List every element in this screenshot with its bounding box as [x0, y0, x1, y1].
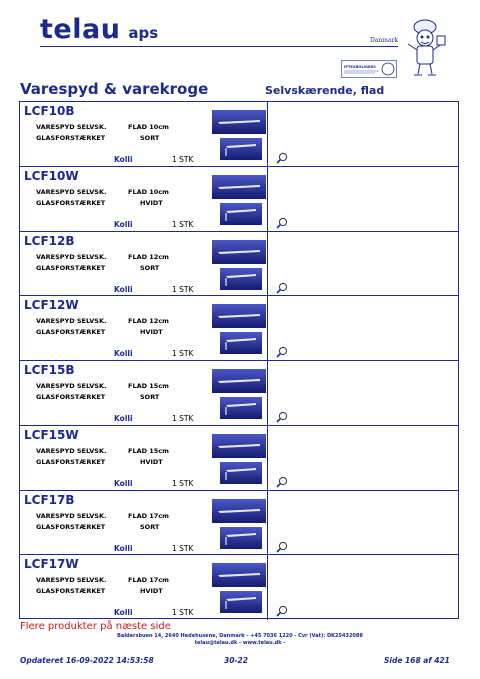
product-size: FLAD 10cm — [128, 123, 169, 131]
product-code: LCF15W — [24, 427, 79, 442]
product-size: FLAD 17cm — [128, 576, 169, 585]
brand-name: telau — [40, 14, 121, 45]
kolli-label: Kolli — [114, 478, 133, 488]
kolli-quantity: 1 STK — [172, 284, 194, 294]
product-desc-line1: VARESPYD SELVSK. — [36, 187, 107, 196]
product-desc-line1: VARESPYD SELVSK. — [36, 252, 107, 261]
product-desc-line1: VARESPYD SELVSK. — [36, 123, 107, 131]
column-divider — [267, 102, 268, 166]
kolli-label: Kolli — [114, 543, 133, 553]
product-image[interactable] — [212, 434, 266, 486]
product-code: LCF10W — [24, 168, 79, 183]
product-row — [20, 102, 458, 167]
product-color: HVIDT — [140, 198, 163, 207]
column-divider — [267, 361, 268, 425]
magnifier-icon[interactable] — [276, 346, 288, 358]
kolli-quantity: 1 STK — [172, 414, 194, 423]
kolli-label: Kolli — [114, 284, 133, 294]
kolli-quantity: 1 STK — [172, 155, 194, 164]
magnifier-icon[interactable] — [276, 605, 288, 617]
product-size: FLAD 15cm — [128, 382, 169, 390]
section-number: 30-22 — [224, 656, 248, 665]
product-size: FLAD 10cm — [128, 187, 169, 196]
page-number: Side 168 af 421 — [384, 656, 450, 665]
product-desc-line1: VARESPYD SELVSK. — [36, 576, 107, 585]
product-color: SORT — [140, 134, 160, 142]
industry-badge-logo — [341, 60, 397, 78]
kolli-label: Kolli — [114, 219, 133, 229]
product-size: FLAD 12cm — [128, 252, 169, 261]
magnifier-icon[interactable] — [276, 217, 288, 229]
company-contact: telau@telau.dk - www.telau.dk - — [194, 640, 286, 646]
column-divider — [267, 426, 268, 490]
kolli-quantity: 1 STK — [172, 349, 194, 359]
product-row — [20, 555, 458, 620]
product-list — [19, 101, 459, 619]
product-image[interactable] — [212, 369, 266, 421]
kolli-quantity: 1 STK — [172, 219, 194, 229]
country-label: Danmark — [370, 37, 399, 44]
company-address: Baldersbuen 14, 2640 Hedehusene, Danmark - +45 7036 1220 - Cvr (Vat): DK25432088 — [117, 633, 363, 639]
kolli-label: Kolli — [114, 608, 133, 618]
product-desc-line2: GLASFORSTÆRKET — [36, 522, 106, 531]
updated-timestamp: Opdateret 16-09-2022 14:53:58 — [20, 656, 154, 665]
product-desc-line1: VARESPYD SELVSK. — [36, 511, 107, 520]
page-subtitle: Selvskærende, flad — [265, 84, 385, 97]
product-code: LCF10B — [24, 104, 75, 118]
product-desc-line2: GLASFORSTÆRKET — [36, 328, 106, 337]
column-divider — [267, 296, 268, 360]
more-products-note: Flere produkter på næste side — [20, 621, 171, 632]
product-row — [20, 296, 458, 361]
product-color: HVIDT — [140, 587, 163, 596]
column-divider — [267, 555, 268, 620]
column-divider — [267, 491, 268, 555]
product-desc-line1: VARESPYD SELVSK. — [36, 382, 107, 390]
product-code: LCF15B — [24, 363, 75, 377]
kolli-quantity: 1 STK — [172, 543, 194, 553]
kolli-label: Kolli — [114, 155, 133, 164]
product-desc-line1: VARESPYD SELVSK. — [36, 446, 107, 455]
product-row — [20, 361, 458, 426]
product-color: SORT — [140, 263, 160, 272]
product-row — [20, 491, 458, 556]
kolli-quantity: 1 STK — [172, 478, 194, 488]
column-divider — [267, 232, 268, 296]
magnifier-icon[interactable] — [276, 476, 288, 488]
product-code: LCF17W — [24, 557, 79, 572]
magnifier-icon[interactable] — [276, 152, 288, 164]
product-desc-line2: GLASFORSTÆRKET — [36, 263, 106, 272]
kolli-quantity: 1 STK — [172, 608, 194, 618]
column-divider — [267, 167, 268, 231]
product-image[interactable] — [212, 563, 266, 615]
product-color: HVIDT — [140, 457, 163, 466]
product-desc-line2: GLASFORSTÆRKET — [36, 587, 106, 596]
product-image[interactable] — [212, 175, 266, 227]
product-size: FLAD 15cm — [128, 446, 169, 455]
magnifier-icon[interactable] — [276, 541, 288, 553]
product-size: FLAD 12cm — [128, 317, 169, 326]
product-code: LCF12W — [24, 298, 79, 313]
product-desc-line2: GLASFORSTÆRKET — [36, 134, 106, 142]
product-desc-line1: VARESPYD SELVSK. — [36, 317, 107, 326]
kolli-label: Kolli — [114, 349, 133, 359]
product-code: LCF17B — [24, 492, 75, 507]
svg-text:IPTEXBOLIGERS: IPTEXBOLIGERS — [344, 65, 376, 69]
product-image[interactable] — [212, 240, 266, 292]
product-row — [20, 232, 458, 297]
product-image[interactable] — [212, 499, 266, 551]
brand-suffix: aps — [128, 24, 159, 42]
header-rule — [40, 46, 398, 47]
brand-logo — [40, 14, 158, 45]
product-row — [20, 167, 458, 232]
chef-mascot-icon — [404, 18, 448, 78]
magnifier-icon[interactable] — [276, 411, 288, 423]
product-desc-line2: GLASFORSTÆRKET — [36, 393, 106, 401]
product-image[interactable] — [212, 304, 266, 356]
product-color: SORT — [140, 393, 160, 401]
product-image[interactable] — [212, 110, 266, 162]
product-size: FLAD 17cm — [128, 511, 169, 520]
product-desc-line2: GLASFORSTÆRKET — [36, 198, 106, 207]
magnifier-icon[interactable] — [276, 282, 288, 294]
product-color: HVIDT — [140, 328, 163, 337]
page-title: Varespyd & varekroge — [20, 80, 209, 98]
product-row — [20, 426, 458, 491]
kolli-label: Kolli — [114, 414, 133, 423]
product-code: LCF12B — [24, 233, 75, 248]
product-desc-line2: GLASFORSTÆRKET — [36, 457, 106, 466]
product-color: SORT — [140, 522, 160, 531]
